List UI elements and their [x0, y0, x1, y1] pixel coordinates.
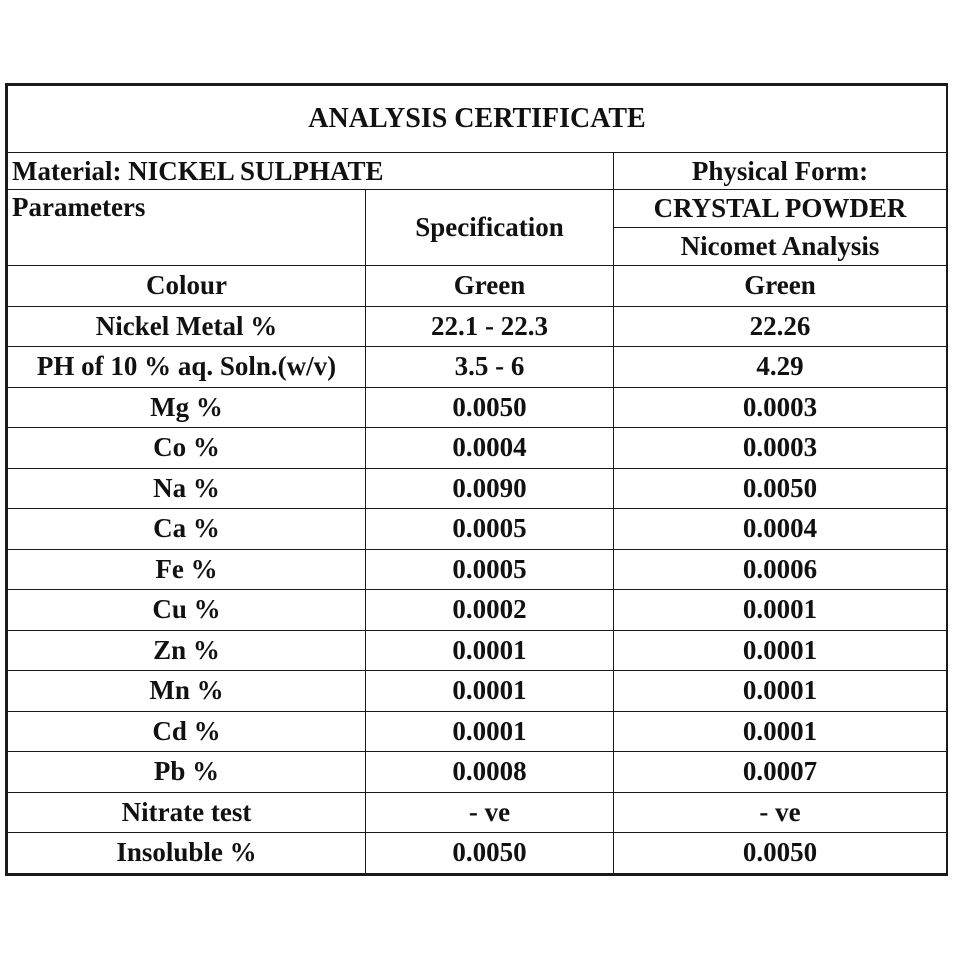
specification-cell: Green — [366, 266, 614, 307]
material-row — [8, 153, 947, 190]
analysis-cell: Green — [614, 266, 947, 307]
analysis-cell: 0.0004 — [614, 509, 947, 550]
physical-form-label: Physical Form: — [614, 153, 947, 190]
table-row — [8, 468, 947, 509]
parameter-cell: PH of 10 % aq. Soln.(w/v) — [8, 347, 366, 388]
analysis-cell: 4.29 — [614, 347, 947, 388]
physical-form-value: CRYSTAL POWDER — [614, 190, 947, 228]
analysis-cell: 0.0003 — [614, 387, 947, 428]
specification-cell: 0.0001 — [366, 711, 614, 752]
certificate-table — [7, 85, 947, 874]
specification-cell: 22.1 - 22.3 — [366, 306, 614, 347]
specification-cell: 0.0050 — [366, 833, 614, 874]
table-row — [8, 590, 947, 631]
specification-cell: 0.0001 — [366, 630, 614, 671]
table-row — [8, 387, 947, 428]
table-row — [8, 792, 947, 833]
table-row — [8, 630, 947, 671]
parameter-cell: Ca % — [8, 509, 366, 550]
analysis-cell: 0.0003 — [614, 428, 947, 469]
analysis-header: Nicomet Analysis — [614, 228, 947, 266]
title-row — [8, 86, 947, 153]
parameter-cell: Zn % — [8, 630, 366, 671]
specification-cell: 0.0001 — [366, 671, 614, 712]
header-row — [8, 190, 947, 228]
analysis-cell: 0.0001 — [614, 711, 947, 752]
analysis-cell: 0.0001 — [614, 630, 947, 671]
specification-cell: 0.0002 — [366, 590, 614, 631]
parameter-cell: Fe % — [8, 549, 366, 590]
table-row — [8, 428, 947, 469]
parameter-cell: Co % — [8, 428, 366, 469]
parameters-header: Parameters — [8, 190, 366, 266]
table-row — [8, 347, 947, 388]
analysis-cell: 0.0006 — [614, 549, 947, 590]
table-row — [8, 549, 947, 590]
parameter-cell: Insoluble % — [8, 833, 366, 874]
specification-cell: 0.0008 — [366, 752, 614, 793]
parameter-cell: Nitrate test — [8, 792, 366, 833]
parameter-cell: Cd % — [8, 711, 366, 752]
specification-cell: 0.0005 — [366, 509, 614, 550]
analysis-cell: 0.0007 — [614, 752, 947, 793]
parameter-cell: Cu % — [8, 590, 366, 631]
analysis-cell: 0.0050 — [614, 833, 947, 874]
specification-cell: 0.0090 — [366, 468, 614, 509]
table-row — [8, 509, 947, 550]
analysis-cell: - ve — [614, 792, 947, 833]
analysis-cell: 22.26 — [614, 306, 947, 347]
table-row — [8, 671, 947, 712]
table-row — [8, 752, 947, 793]
parameter-cell: Nickel Metal % — [8, 306, 366, 347]
material-label: Material: NICKEL SULPHATE — [8, 153, 614, 190]
analysis-cell: 0.0050 — [614, 468, 947, 509]
analysis-cell: 0.0001 — [614, 671, 947, 712]
table-row — [8, 266, 947, 307]
analysis-cell: 0.0001 — [614, 590, 947, 631]
parameter-cell: Colour — [8, 266, 366, 307]
specification-cell: 0.0050 — [366, 387, 614, 428]
table-row — [8, 711, 947, 752]
parameter-cell: Mn % — [8, 671, 366, 712]
table-row — [8, 833, 947, 874]
certificate-title: ANALYSIS CERTIFICATE — [8, 86, 947, 153]
analysis-certificate — [5, 83, 948, 876]
specification-cell: 3.5 - 6 — [366, 347, 614, 388]
specification-cell: 0.0005 — [366, 549, 614, 590]
specification-cell: - ve — [366, 792, 614, 833]
table-row — [8, 306, 947, 347]
parameter-cell: Na % — [8, 468, 366, 509]
specification-cell: 0.0004 — [366, 428, 614, 469]
parameter-cell: Pb % — [8, 752, 366, 793]
specification-header: Specification — [366, 190, 614, 266]
parameter-cell: Mg % — [8, 387, 366, 428]
